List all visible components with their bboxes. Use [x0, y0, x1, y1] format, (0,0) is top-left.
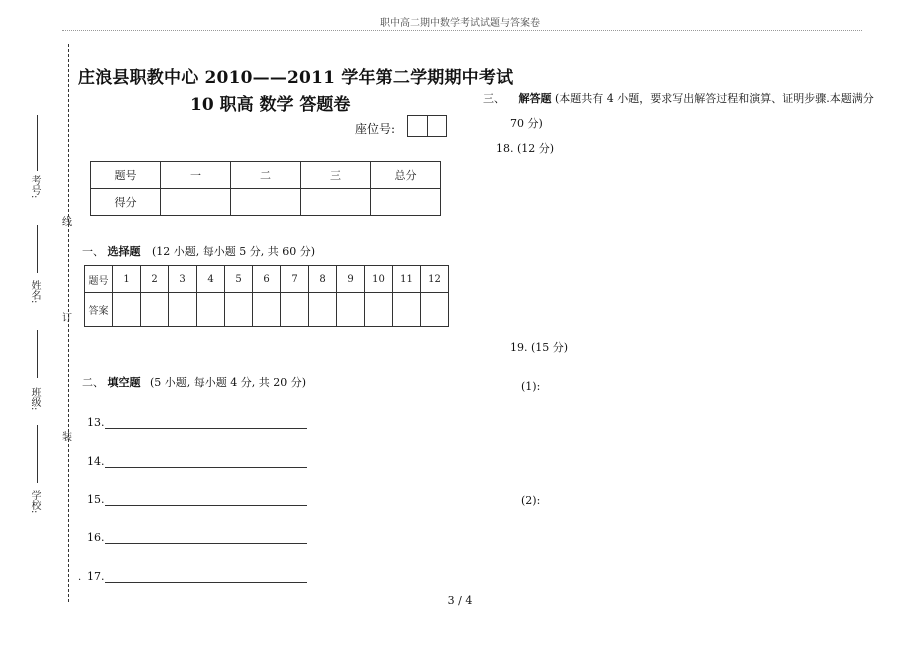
answer-cell[interactable]: [197, 293, 225, 327]
fill-item-14: [87, 455, 307, 468]
score-header-cell: 二: [231, 162, 301, 189]
question-number-cell: 10: [365, 266, 393, 293]
answer-cell[interactable]: [225, 293, 253, 327]
binding-word-zhuang: 装: [62, 432, 72, 443]
score-cell[interactable]: [161, 189, 231, 216]
score-header-cell: 三: [301, 162, 371, 189]
section3-name: 解答题: [518, 92, 552, 105]
name-line: [37, 225, 38, 273]
answer-table: [84, 265, 449, 327]
fill-item-13: [87, 416, 307, 429]
fill-answer-line[interactable]: [105, 455, 307, 468]
question-number-cell: 2: [141, 266, 169, 293]
section2-index: 二、: [82, 376, 104, 389]
answer-cell[interactable]: [169, 293, 197, 327]
answer-cell[interactable]: [253, 293, 281, 327]
answer-table-number-row: [85, 266, 449, 293]
school-label: 学校:: [29, 490, 40, 514]
name-label: 姓名:: [29, 280, 40, 304]
seat-number-label: 座位号:: [355, 122, 396, 136]
question-number-cell: 12: [421, 266, 449, 293]
section3-heading: [483, 90, 874, 106]
score-table-score-row: [91, 189, 441, 216]
fill-number: 14.: [87, 455, 105, 468]
answer-cell[interactable]: [365, 293, 393, 327]
page-number: 3 / 4: [447, 594, 473, 607]
header-divider: [62, 30, 862, 31]
question-number-cell: 3: [169, 266, 197, 293]
score-cell[interactable]: [371, 189, 441, 216]
section3-note-line1: (本题共有 4 小题，要求写出解答过程和演算、证明步骤.本题满分: [555, 92, 874, 105]
section1-name: 选择题: [107, 245, 141, 258]
score-header-cell: 题号: [91, 162, 161, 189]
fill-number: 17.: [87, 570, 105, 583]
section2-heading: [82, 374, 306, 390]
section1-heading: [82, 243, 315, 259]
score-row-label: 得分: [91, 189, 161, 216]
fill-answer-line[interactable]: [105, 416, 307, 429]
question-number-cell: 8: [309, 266, 337, 293]
fill-number: 15.: [87, 493, 105, 506]
score-cell[interactable]: [231, 189, 301, 216]
score-cell[interactable]: [301, 189, 371, 216]
question-number-cell: 6: [253, 266, 281, 293]
section1-index: 一、: [82, 245, 104, 258]
score-header-cell: 总分: [371, 162, 441, 189]
answer-row-label: 答案: [85, 293, 113, 327]
question-19-part2: (2):: [521, 494, 541, 507]
answer-table-answer-row: [85, 293, 449, 327]
answer-row-header: 题号: [85, 266, 113, 293]
seat-number-box[interactable]: [407, 115, 447, 137]
question-number-cell: 5: [225, 266, 253, 293]
exam-subtitle: 10 职高 数学 答题卷: [190, 95, 351, 115]
question-19-part1: (1):: [521, 380, 541, 393]
class-label: 班级:: [29, 387, 40, 411]
page-header: 职中高二期中数学考试试题与答案卷: [380, 18, 540, 29]
fill-item-15: [87, 493, 307, 506]
exam-number-line: [37, 115, 38, 171]
fill-item-16: [87, 531, 307, 544]
answer-cell[interactable]: [281, 293, 309, 327]
section3-index: 三、: [483, 92, 505, 105]
fill-number: 13.: [87, 416, 105, 429]
fill-answer-line[interactable]: [105, 570, 307, 583]
answer-cell[interactable]: [421, 293, 449, 327]
binding-word-ding: 订: [62, 313, 72, 324]
fill-item-17: [87, 570, 307, 583]
answer-cell[interactable]: [337, 293, 365, 327]
question-18-label: 18. (12 分): [496, 142, 555, 155]
fill-answer-line[interactable]: [105, 493, 307, 506]
question-19-label: 19. (15 分): [510, 341, 569, 354]
section3-note-line2: 70 分): [510, 117, 543, 130]
answer-cell[interactable]: [113, 293, 141, 327]
question-number-cell: 7: [281, 266, 309, 293]
question-number-cell: 1: [113, 266, 141, 293]
exam-number-label: 考号:: [29, 175, 40, 199]
score-table: [90, 161, 441, 216]
answer-cell[interactable]: [393, 293, 421, 327]
question-number-cell: 9: [337, 266, 365, 293]
school-line: [37, 425, 38, 483]
fill-answer-line[interactable]: [105, 531, 307, 544]
section2-note: (5 小题, 每小题 4 分, 共 20 分): [150, 376, 307, 389]
stray-mark: .: [78, 572, 82, 583]
section2-name: 填空题: [107, 376, 141, 389]
question-number-cell: 4: [197, 266, 225, 293]
class-line: [37, 330, 38, 378]
answer-cell[interactable]: [309, 293, 337, 327]
score-table-header-row: [91, 162, 441, 189]
binding-word-xian: 线: [62, 217, 72, 228]
answer-cell[interactable]: [141, 293, 169, 327]
score-header-cell: 一: [161, 162, 231, 189]
section1-note: (12 小题, 每小题 5 分, 共 60 分): [152, 245, 316, 258]
question-number-cell: 11: [393, 266, 421, 293]
exam-title: 庄浪县职教中心 2010——2011 学年第二学期期中考试: [78, 68, 514, 88]
fill-number: 16.: [87, 531, 105, 544]
